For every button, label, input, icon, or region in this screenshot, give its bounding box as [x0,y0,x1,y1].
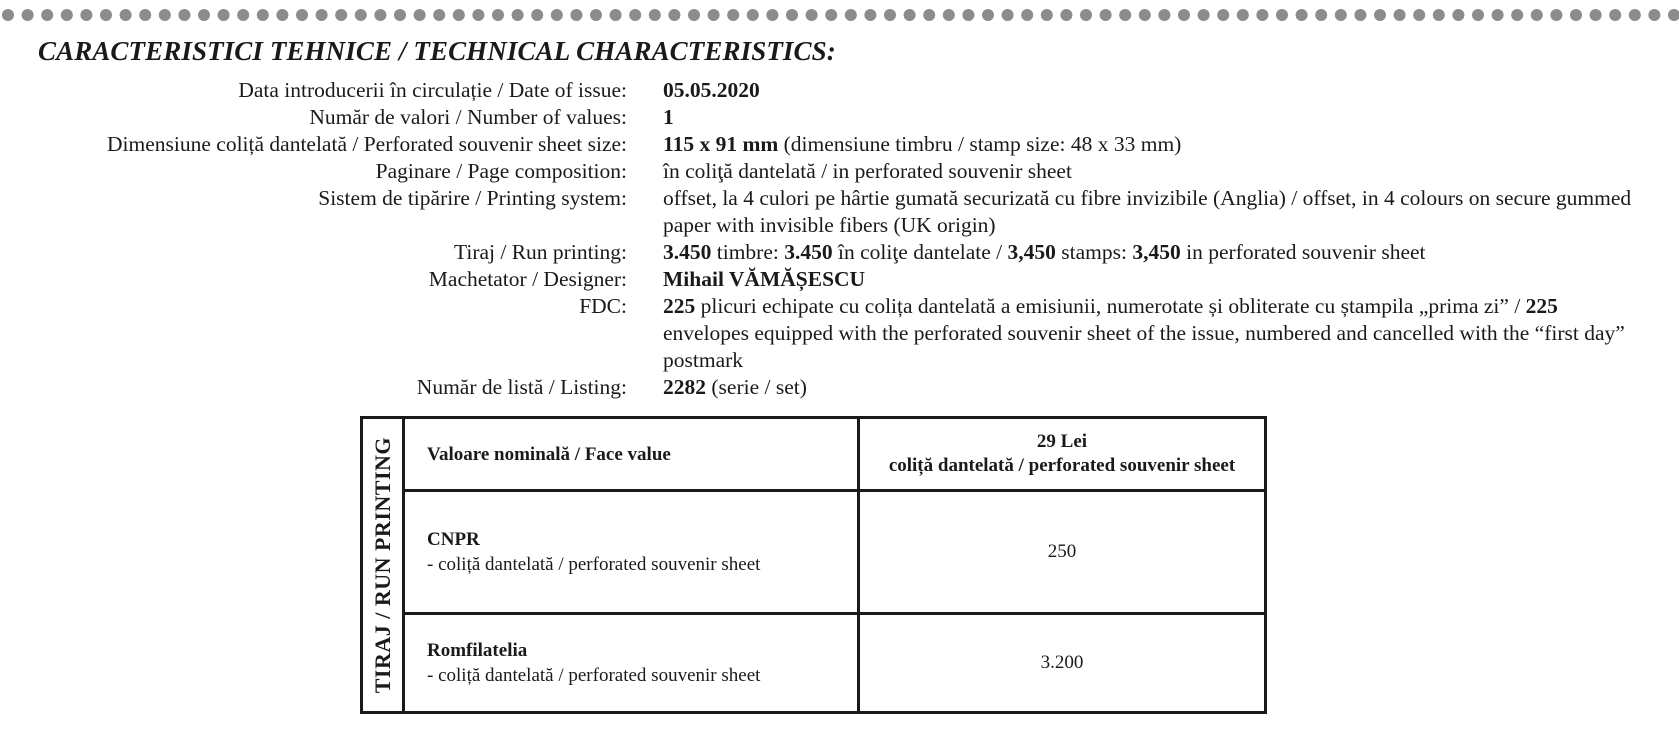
border-dot [159,9,171,21]
quantity-value: 3.200 [1040,652,1084,673]
sheet-size: 115 x 91 mm [663,132,779,156]
border-dot [884,9,896,21]
page-title: CARACTERISTICI TEHNICE / TECHNICAL CHARACTERISTICS: [38,36,836,66]
border-dot [2,9,14,21]
run-table-body [405,419,1264,711]
border-dot [316,9,328,21]
border-dot [825,9,837,21]
spec-value-date [627,77,1679,104]
run-count-3: 3,450 [1007,240,1056,264]
border-dot [688,9,700,21]
border-dot [1178,9,1190,21]
run-text-1: timbre: [711,240,785,264]
border-dot [610,9,622,21]
fdc-text-2: envelopes equipped with the perforated souvenir sheet of the issue, numbered and cancelled with the “first day” postmark [663,321,1625,372]
border-dot [864,9,876,21]
border-dot [551,9,563,21]
border-dot [276,9,288,21]
run-text-2: în coliţe dantelate / [832,240,1008,264]
border-dot [1100,9,1112,21]
border-dot [433,9,445,21]
spec-label-date: Data introducerii în circulație / Date of issue: [238,78,627,102]
spec-label-designer: Machetator / Designer: [428,267,627,291]
border-dot [1335,9,1347,21]
border-dot [1394,9,1406,21]
border-dot [806,9,818,21]
border-dot [296,9,308,21]
border-dot [237,9,249,21]
side-label-text: TIRAJ / RUN PRINTING [369,436,395,694]
table-row [405,615,1264,711]
spec-value-run [627,239,1679,266]
run-count-2: 3.450 [784,240,833,264]
table-header-row [405,419,1264,492]
border-dot [1198,9,1210,21]
border-dot [570,9,582,21]
border-dot [1119,9,1131,21]
run-printing-table [360,416,1267,714]
fdc-text-1: plicuri echipate cu colița dantelată a emisiunii, numerotate și obliterate cu ștampila „prima zi” / [695,294,1526,318]
border-dot [904,9,916,21]
border-dot [492,9,504,21]
border-dot [139,9,151,21]
quantity-value: 250 [1047,541,1077,562]
border-dot [1021,9,1033,21]
stamp-size: (dimensiune timbru / stamp size: 48 x 33 mm) [778,132,1182,156]
border-dot [923,9,935,21]
distributor-desc: - coliță dantelată / perforated souvenir sheet [427,665,761,686]
header-denomination [860,419,1264,489]
spec-label-printing: Sistem de tipărire / Printing system: [318,186,627,210]
row-distributor [405,492,860,612]
border-dot [1374,9,1386,21]
border-dot [100,9,112,21]
border-dot [727,9,739,21]
row-quantity [860,492,1264,612]
border-dot [80,9,92,21]
border-dot [1060,9,1072,21]
spec-label-run: Tiraj / Run printing: [453,240,627,264]
border-dot [1139,9,1151,21]
spec-value-printing: offset, la 4 culori pe hârtie gumată securizată cu fibre invizibile (Anglia) / offset, in 4 colours on secure gummed paper with invisible fibers (UK origin) [663,186,1632,237]
border-dot [1472,9,1484,21]
border-dot [414,9,426,21]
border-dot [1256,9,1268,21]
border-dot [198,9,210,21]
border-dot [1354,9,1366,21]
border-dot [1002,9,1014,21]
border-dot [1041,9,1053,21]
border-dot [335,9,347,21]
border-dot [1609,9,1621,21]
spec-value-listing [627,374,1679,401]
border-dot [786,9,798,21]
number-of-values: 1 [663,105,674,129]
date-value: 05.05.2020 [663,78,760,102]
border-dot [41,9,53,21]
designer-name: Mihail VĂMĂȘESCU [663,267,866,291]
border-dot [747,9,759,21]
border-dot [453,9,465,21]
row-distributor [405,615,860,711]
run-text-3: stamps: [1055,240,1133,264]
border-dot [218,9,230,21]
border-dot [1648,9,1660,21]
border-dot [943,9,955,21]
border-dot [1315,9,1327,21]
distributor-desc: - coliță dantelată / perforated souvenir sheet [427,554,761,575]
border-dot [472,9,484,21]
fdc-count-2: 225 [1525,294,1558,318]
border-dot [1296,9,1308,21]
border-dot [1433,9,1445,21]
border-dot [962,9,974,21]
border-dot [845,9,857,21]
run-text-4: in perforated souvenir sheet [1180,240,1426,264]
border-dot [1531,9,1543,21]
border-dot [22,9,34,21]
border-dot [257,9,269,21]
border-dot [1452,9,1464,21]
border-dot [61,9,73,21]
spec-label-size: Dimensiune coliță dantelată / Perforated souvenir sheet size: [107,132,627,156]
border-dot [1668,9,1679,21]
run-printing-side-label [363,419,405,711]
border-dot [1158,9,1170,21]
dotted-border [0,8,1679,22]
run-count-4: 3,450 [1132,240,1181,264]
header-col2-line2: coliță dantelată / perforated souvenir sheet [888,455,1236,476]
spec-value-fdc [627,293,1679,374]
border-dot [1511,9,1523,21]
row-quantity [860,615,1264,711]
spec-label-values: Număr de valori / Number of values: [309,105,627,129]
border-dot [531,9,543,21]
specs-table [0,77,1679,401]
border-dot [1217,9,1229,21]
border-dot [708,9,720,21]
border-dot [1413,9,1425,21]
spec-value-page: în coliţă dantelată / in perforated souvenir sheet [663,159,1072,183]
border-dot [374,9,386,21]
header-col2-line1: 29 Lei [1036,431,1088,452]
spec-label-listing: Număr de listă / Listing: [416,375,627,399]
border-dot [1237,9,1249,21]
distributor-name: Romfilatelia [427,640,528,661]
spec-value-designer [627,266,1679,293]
border-dot [394,9,406,21]
border-dot [1492,9,1504,21]
table-row [405,492,1264,615]
border-dot [1276,9,1288,21]
spec-value-values [627,104,1679,131]
listing-set: (serie / set) [706,375,807,399]
border-dot [1590,9,1602,21]
border-dot [1570,9,1582,21]
border-dot [629,9,641,21]
border-dot [982,9,994,21]
run-count-1: 3.450 [663,240,712,264]
border-dot [355,9,367,21]
border-dot [512,9,524,21]
spec-label-fdc: FDC: [579,294,627,318]
header-face-value [405,419,860,489]
spec-label-page: Paginare / Page composition: [375,159,627,183]
listing-number: 2282 [663,375,706,399]
spec-value-size [627,131,1679,158]
fdc-count-1: 225 [663,294,696,318]
border-dot [1080,9,1092,21]
border-dot [178,9,190,21]
border-dot [649,9,661,21]
border-dot [668,9,680,21]
border-dot [766,9,778,21]
border-dot [1550,9,1562,21]
header-col1-text: Valoare nominală / Face value [427,443,671,465]
border-dot [120,9,132,21]
border-dot [1629,9,1641,21]
border-dot [590,9,602,21]
distributor-name: CNPR [427,529,480,550]
